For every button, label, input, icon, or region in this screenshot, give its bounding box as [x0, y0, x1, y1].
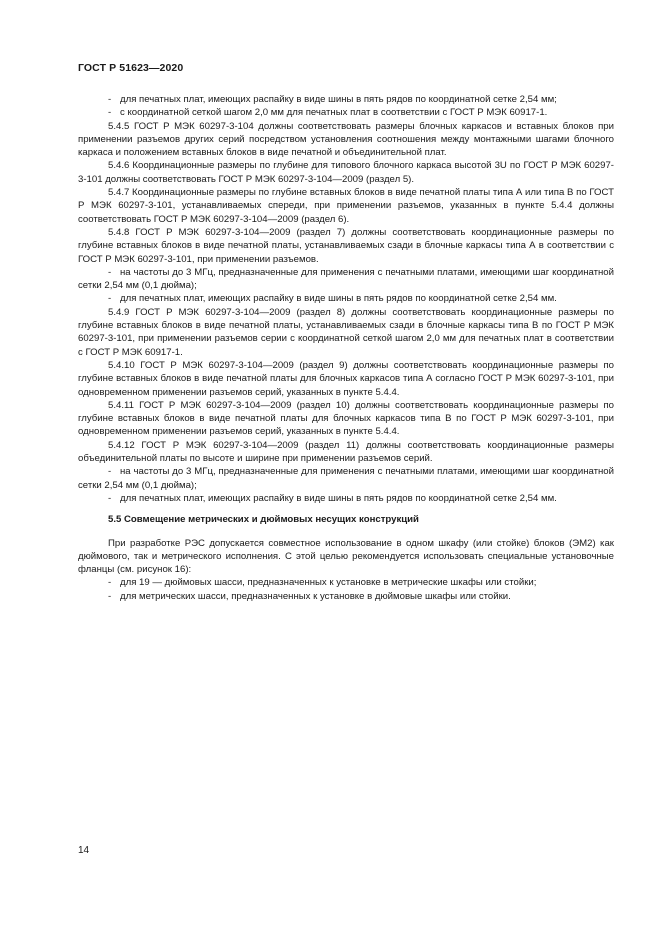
- list-dash: -: [108, 94, 112, 105]
- paragraph: 5.4.10 ГОСТ Р МЭК 60297-3-104—2009 (раздел 9) должны соответствовать координационные размеры по глубине вставных блоков в виде печатной платы для блочных каркасов типа А согласно ГОСТ Р МЭК 60297-3-101, при одновременном применении разъемов серий, указанных в пункте 5.4.4.: [78, 359, 614, 398]
- list-dash: -: [108, 492, 112, 504]
- list-item: [78, 106, 614, 119]
- paragraph: 5.4.6 Координационные размеры по глубине для типового блочного каркаса высотой 3U по ГОСТ Р МЭК 60297-3-101 должны соответствовать ГОСТ Р МЭК 60297-3-104—2009 (раздел 5).: [78, 160, 614, 185]
- list-dash: -: [108, 577, 112, 589]
- list-dash: -: [108, 590, 112, 602]
- paragraph: 5.4.9 ГОСТ Р МЭК 60297-3-104—2009 (раздел 8) должны соответствовать координационные размеры по глубине вставных блоков в виде печатной платы, устанавливаемых сзади в блочные каркасы типа В по ГОСТ Р МЭК 60297-3-101, при применении разъемов серии с координатной сеткой шагом 2,0 мм для печатных плат в соответствии с ГОСТ Р МЭК 60917-1.: [78, 306, 614, 358]
- list-item: [78, 492, 614, 505]
- list-item: [78, 576, 614, 589]
- list-item-text: на частоты до 3 МГц, предназначенные для применения с печатными платами, имеющими шаг координатной сетки 2,54 мм (0,1 дюйма);: [78, 266, 614, 292]
- list-dash: -: [108, 266, 112, 278]
- paragraph: 5.4.8 ГОСТ Р МЭК 60297-3-104—2009 (раздел 7) должны соответствовать координационные размеры по глубине вставных блоков в виде печатной платы, устанавливаемых сзади в блочные каркасы типа А в соответствии с ГОСТ Р МЭК 60297-3-101, при применении разъемов.: [78, 226, 614, 265]
- paragraph: 5.4.7 Координационные размеры по глубине вставных блоков в виде печатной платы типа А или типа В по ГОСТ Р МЭК 60297-3-101, устанавливаемых спереди, при применении разъемов, указанных в пункте 5.4.4 должны соответствовать ГОСТ Р МЭК 60297-3-104—2009 (раздел 6).: [78, 187, 614, 225]
- page-number: 14: [78, 845, 90, 856]
- list-dash: -: [108, 466, 112, 478]
- list-item-text: для печатных плат, имеющих распайку в виде шины в пять рядов по координатной сетке 2,54 мм.: [120, 293, 557, 305]
- paragraph: 5.4.5 ГОСТ Р МЭК 60297-3-104 должны соответствовать размеры блочных каркасов и вставных блоков при применении разъемов других серий посредством установления соотношения между монтажными шагами блочного каркаса и положением вставных блоков в виде печатной и объединительной плат.: [78, 120, 614, 159]
- document-header: ГОСТ Р 51623—2020: [78, 62, 184, 74]
- list-item-text: для метрических шасси, предназначенных к установке в дюймовые шкафы или стойки.: [120, 590, 511, 602]
- list-dash: -: [108, 293, 112, 305]
- list-item-text: для печатных плат, имеющих распайку в виде шины в пять рядов по координатной сетке 2,54 мм;: [120, 94, 557, 105]
- paragraph: При разработке РЭС допускается совместное использование в одном шкафу (или стойке) блоков (ЭМ2) как дюймового, так и метрического исполнения. С этой целью рекомендуется использовать специальные установочные фланцы (см. рисунок 16):: [78, 537, 614, 576]
- list-item-text: для 19 — дюймовых шасси, предназначенных к установке в метрические шкафы или стойки;: [120, 577, 537, 589]
- list-item: [78, 93, 614, 106]
- paragraph: 5.4.12 ГОСТ Р МЭК 60297-3-104—2009 (раздел 11) должны соответствовать координационные размеры объединительной платы по высоте и ширине при применении разъемов серий.: [78, 439, 614, 465]
- list-item: [78, 590, 614, 603]
- section-title: 5.5 Совмещение метрических и дюймовых несущих конструкций: [108, 514, 419, 526]
- list-item-text: для печатных плат, имеющих распайку в виде шины в пять рядов по координатной сетке 2,54 мм.: [120, 492, 557, 504]
- list-item: [78, 266, 614, 293]
- list-dash: -: [108, 107, 112, 119]
- list-item: [78, 292, 614, 305]
- list-item-text: на частоты до 3 МГц, предназначенные для применения с печатными платами, имеющими шаг координатной сетки 2,54 мм (0,1 дюйма);: [78, 466, 614, 491]
- list-item: [78, 465, 614, 492]
- paragraph: 5.4.11 ГОСТ Р МЭК 60297-3-104—2009 (раздел 10) должны соответствовать координационные размеры по глубине вставных блоков в виде печатной платы для блочных каркасов типа В по ГОСТ Р МЭК 60297-3-101, при одновременном применении разъемов серий, указанных в пункте 5.4.4.: [78, 399, 614, 438]
- list-item-text: с координатной сеткой шагом 2,0 мм для печатных плат в соответствии с ГОСТ Р МЭК 60917-1.: [120, 107, 548, 119]
- document-body: [78, 93, 614, 603]
